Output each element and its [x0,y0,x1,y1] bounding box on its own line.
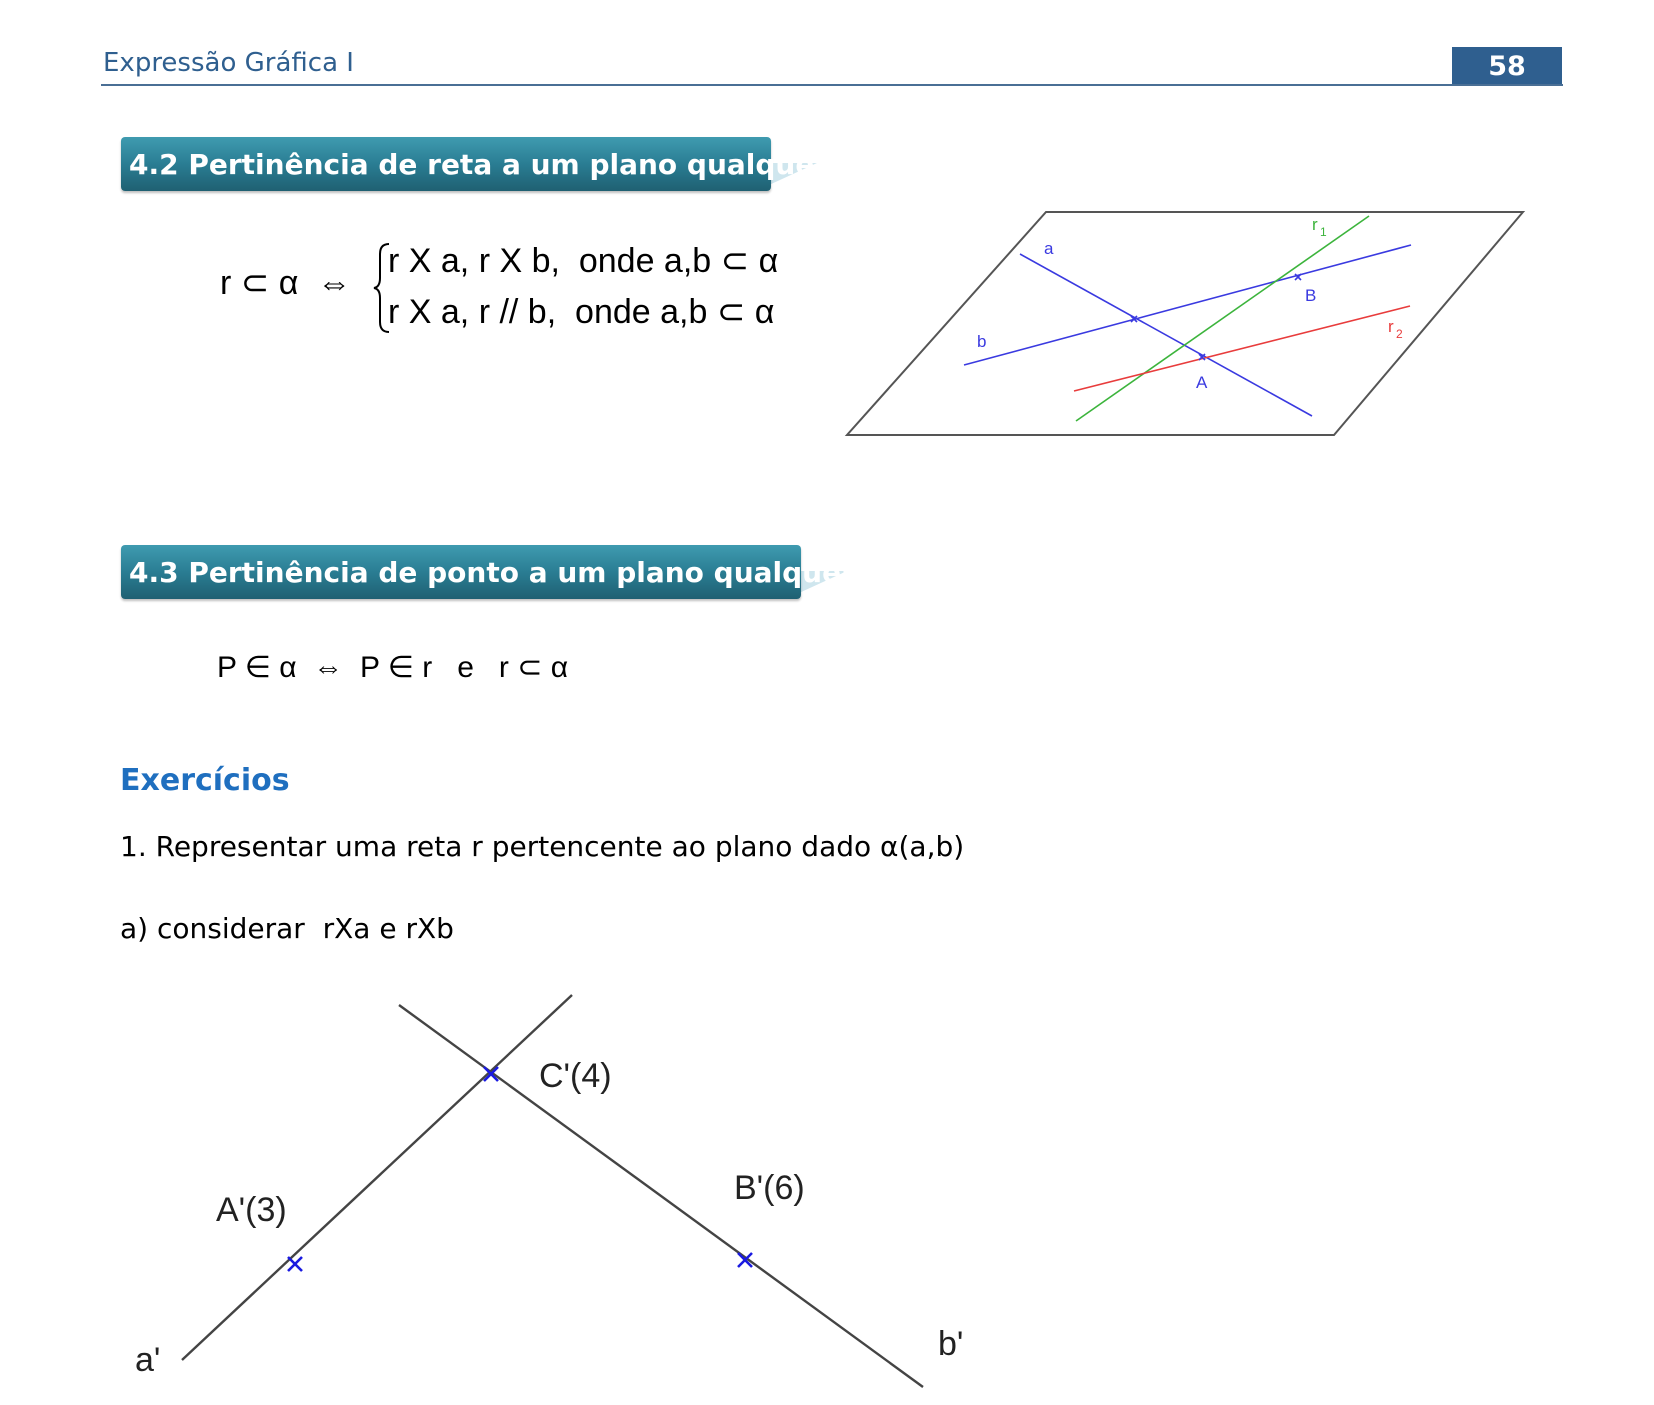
label-B-prime: B'(6) [734,1169,805,1207]
formula-lhs: r ⊂ α ⇔ [220,264,352,302]
exercises-title: Exercícios [120,763,290,798]
formula-point-in-plane: P ∈ α ⇔ P ∈ r e r ⊂ α [217,651,569,684]
line-a-prime [182,995,572,1360]
point-A-marker [288,1257,302,1271]
label-point-A: A [1196,373,1208,392]
section-heading-4-2 [121,137,829,197]
header-divider [101,84,1563,86]
label-A-prime: A'(3) [216,1191,287,1229]
label-r1-subscript: 1 [1320,225,1327,239]
exercise-figure [120,985,1020,1395]
label-C-prime: C'(4) [539,1057,612,1095]
label-point-B: B [1305,286,1317,305]
label-r2-subscript: 2 [1396,327,1403,341]
label-b: b [977,332,987,351]
page-number: 58 [1452,47,1562,85]
plane-alpha [847,212,1523,435]
label-r1: r [1312,215,1318,234]
section-heading-label: 4.2 Pertinência de reta a um plano qualquer [121,137,771,191]
label-b-prime: b' [938,1325,964,1363]
label-a-prime: a' [135,1341,161,1379]
plane-figure [840,200,1530,440]
exercise-1-text: 1. Representar uma reta r pertencente ao plano dado α(a,b) [120,830,965,863]
exercise-1a-text: a) considerar rXa e rXb [120,912,454,945]
label-r2: r [1388,317,1394,336]
label-a: a [1044,239,1054,258]
section-heading-label: 4.3 Pertinência de ponto a um plano qualquer [121,545,801,599]
line-b-prime [399,1005,923,1387]
formula-line-2: r X a, r // b, onde a,b ⊂ α [388,293,775,331]
formula-line-1: r X a, r X b, onde a,b ⊂ α [388,242,779,280]
section-heading-4-3 [121,545,855,605]
document-title: Expressão Gráfica I [103,48,354,78]
